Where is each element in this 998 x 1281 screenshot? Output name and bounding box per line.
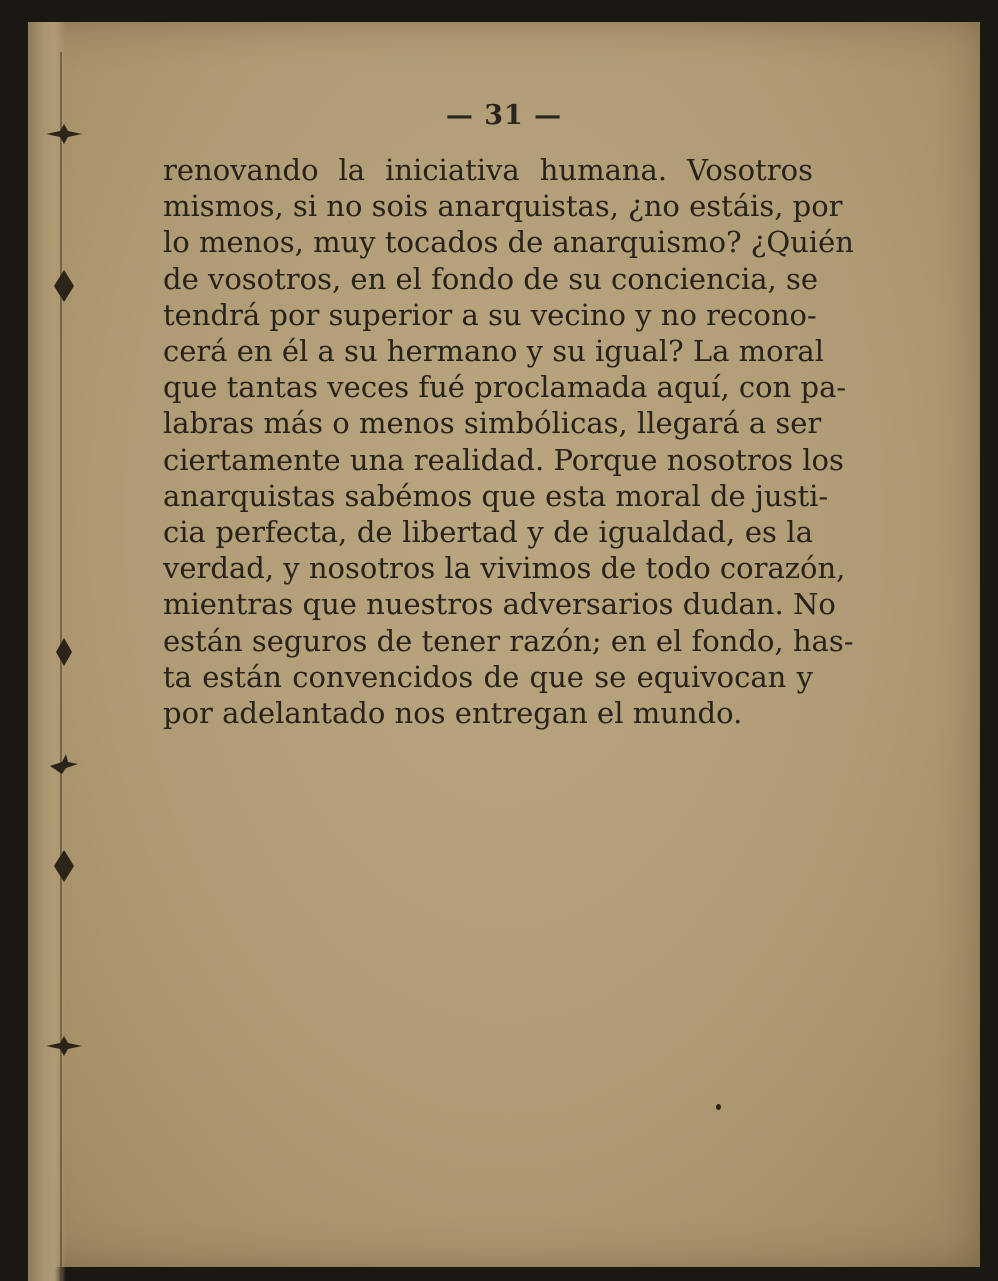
- text-line: tendrá por superior a su vecino y no recono-: [163, 297, 817, 332]
- text-line: cerá en él a su hermano y su igual? La moral: [163, 334, 824, 369]
- text-line: ciertamente una realidad. Porque nosotros los: [163, 442, 844, 477]
- text-line: verdad, y nosotros la vivimos de todo corazón,: [163, 551, 846, 586]
- text-line: ta están convencidos de que se equivocan y: [163, 659, 813, 694]
- text-line: mismos, si no sois anarquistas, ¿no estáis, por: [163, 189, 843, 224]
- ink-speck: [716, 1104, 721, 1110]
- paper-sheet: [28, 22, 980, 1267]
- text-line: están seguros de tener razón; en el fondo, has-: [163, 623, 854, 658]
- text-line: mientras que nuestros adversarios dudan. No: [163, 587, 836, 622]
- body-text: [163, 152, 854, 731]
- text-line: renovando la iniciativa humana. Vosotros: [163, 153, 813, 187]
- binding-stitch-icon: [46, 266, 82, 306]
- text-line: de vosotros, en el fondo de su conciencia, se: [163, 261, 818, 296]
- page-number: — 31 —: [445, 100, 563, 131]
- text-line: que tantas veces fué proclamada aquí, con pa-: [163, 370, 847, 405]
- binding-stitch-icon: [46, 744, 82, 784]
- binding-stitch-icon: [46, 846, 82, 886]
- text-line: anarquistas sabémos que esta moral de justi-: [163, 478, 829, 513]
- text-line: labras más o menos simbólicas, llegará a ser: [163, 406, 822, 441]
- text-line: lo menos, muy tocados de anarquismo? ¿Quién: [163, 225, 854, 260]
- binding-stitch-icon: [46, 1026, 82, 1066]
- binding-stitch-icon: [46, 632, 82, 672]
- text-line: cia perfecta, de libertad y de igualdad, es la: [163, 515, 813, 550]
- text-line: por adelantado nos entregan el mundo.: [163, 696, 743, 731]
